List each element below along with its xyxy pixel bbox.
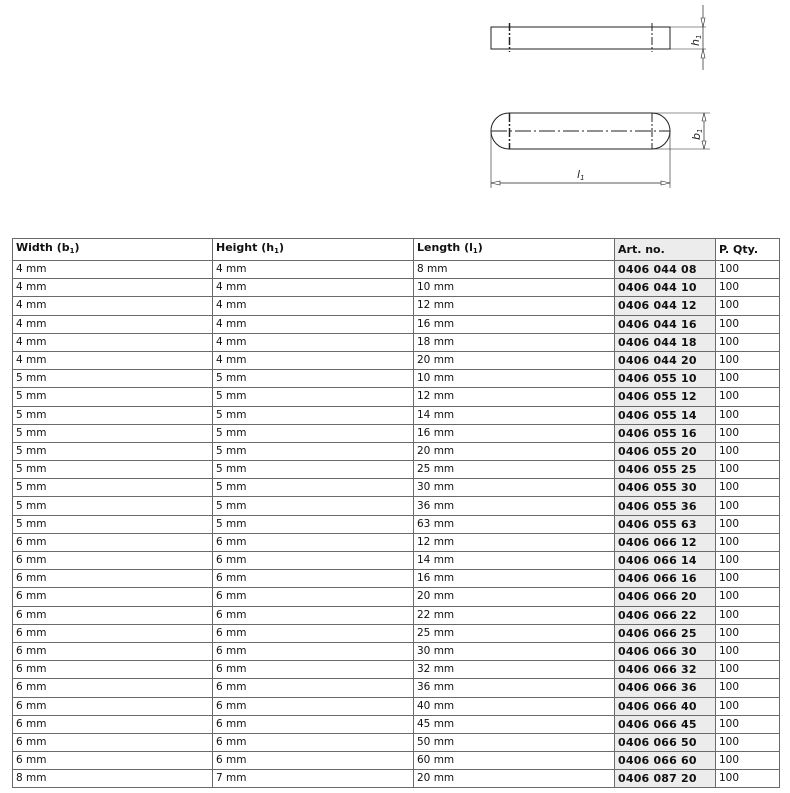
- cell-width: 4 mm: [13, 333, 213, 351]
- cell-width: 6 mm: [13, 733, 213, 751]
- cell-height: 6 mm: [213, 642, 414, 660]
- cell-length: 36 mm: [414, 679, 615, 697]
- cell-art-no: 0406 087 20: [615, 770, 716, 788]
- cell-height: 6 mm: [213, 715, 414, 733]
- table-row: [13, 715, 780, 733]
- cell-width: 6 mm: [13, 570, 213, 588]
- table-body: [13, 261, 780, 788]
- table-row: [13, 552, 780, 570]
- cell-art-no: 0406 044 12: [615, 297, 716, 315]
- cell-pack-qty: 100: [716, 697, 780, 715]
- cell-pack-qty: 100: [716, 752, 780, 770]
- table-row: [13, 733, 780, 751]
- cell-length: 25 mm: [414, 461, 615, 479]
- table-row: [13, 442, 780, 460]
- cell-art-no: 0406 055 36: [615, 497, 716, 515]
- cell-art-no: 0406 044 18: [615, 333, 716, 351]
- table-row: [13, 570, 780, 588]
- cell-height: 6 mm: [213, 661, 414, 679]
- table-row: [13, 388, 780, 406]
- cell-width: 4 mm: [13, 297, 213, 315]
- cell-height: 5 mm: [213, 406, 414, 424]
- cell-height: 6 mm: [213, 733, 414, 751]
- cell-art-no: 0406 066 40: [615, 697, 716, 715]
- table-row: [13, 315, 780, 333]
- product-spec-table: [12, 238, 780, 788]
- table-row: [13, 461, 780, 479]
- table-row: [13, 370, 780, 388]
- cell-art-no: 0406 044 08: [615, 261, 716, 279]
- table-header-row: [13, 239, 780, 261]
- header-width: [13, 239, 213, 261]
- table-row: [13, 661, 780, 679]
- header-art-no: [615, 239, 716, 261]
- cell-art-no: 0406 066 16: [615, 570, 716, 588]
- header-label: P. Qty.: [719, 243, 758, 256]
- header-subscript: 1: [274, 247, 279, 255]
- cell-width: 6 mm: [13, 661, 213, 679]
- cell-length: 45 mm: [414, 715, 615, 733]
- cell-pack-qty: 100: [716, 424, 780, 442]
- cell-length: 10 mm: [414, 279, 615, 297]
- header-label: Width (b: [16, 241, 70, 254]
- cell-height: 4 mm: [213, 261, 414, 279]
- cell-art-no: 0406 066 50: [615, 733, 716, 751]
- cell-height: 5 mm: [213, 515, 414, 533]
- side-view-outline: [491, 27, 670, 49]
- table-row: [13, 333, 780, 351]
- cell-length: 12 mm: [414, 388, 615, 406]
- header-label: Height (h: [216, 241, 275, 254]
- cell-length: 18 mm: [414, 333, 615, 351]
- cell-width: 5 mm: [13, 515, 213, 533]
- cell-art-no: 0406 066 32: [615, 661, 716, 679]
- label-b1: b1: [690, 128, 704, 140]
- cell-height: 6 mm: [213, 679, 414, 697]
- cell-height: 5 mm: [213, 461, 414, 479]
- cell-height: 5 mm: [213, 424, 414, 442]
- cell-length: 16 mm: [414, 315, 615, 333]
- cell-pack-qty: 100: [716, 461, 780, 479]
- cell-height: 4 mm: [213, 297, 414, 315]
- table-row: [13, 588, 780, 606]
- cell-width: 5 mm: [13, 406, 213, 424]
- cell-length: 12 mm: [414, 533, 615, 551]
- header-close-paren: ): [278, 241, 284, 254]
- cell-height: 5 mm: [213, 479, 414, 497]
- cell-art-no: 0406 066 36: [615, 679, 716, 697]
- header-label: Length (l: [417, 241, 473, 254]
- cell-pack-qty: 100: [716, 279, 780, 297]
- table-row: [13, 697, 780, 715]
- cell-length: 14 mm: [414, 552, 615, 570]
- cell-length: 36 mm: [414, 497, 615, 515]
- cell-height: 6 mm: [213, 588, 414, 606]
- cell-length: 8 mm: [414, 261, 615, 279]
- header-subscript: 1: [69, 247, 75, 255]
- cell-pack-qty: 100: [716, 533, 780, 551]
- cell-length: 32 mm: [414, 661, 615, 679]
- cell-width: 6 mm: [13, 606, 213, 624]
- arrow-height-bottom: [701, 49, 705, 58]
- cell-art-no: 0406 066 20: [615, 588, 716, 606]
- cell-width: 4 mm: [13, 279, 213, 297]
- header-length: [414, 239, 615, 261]
- cell-art-no: 0406 055 63: [615, 515, 716, 533]
- cell-length: 25 mm: [414, 624, 615, 642]
- cell-length: 16 mm: [414, 570, 615, 588]
- cell-length: 16 mm: [414, 424, 615, 442]
- cell-width: 6 mm: [13, 715, 213, 733]
- cell-height: 7 mm: [213, 770, 414, 788]
- cell-art-no: 0406 066 30: [615, 642, 716, 660]
- table-row: [13, 770, 780, 788]
- cell-width: 5 mm: [13, 479, 213, 497]
- table-row: [13, 679, 780, 697]
- cell-pack-qty: 100: [716, 388, 780, 406]
- cell-pack-qty: 100: [716, 624, 780, 642]
- cell-length: 63 mm: [414, 515, 615, 533]
- cell-pack-qty: 100: [716, 715, 780, 733]
- table-row: [13, 624, 780, 642]
- cell-height: 4 mm: [213, 351, 414, 369]
- arrow-width-bottom: [702, 141, 706, 149]
- cell-art-no: 0406 055 12: [615, 388, 716, 406]
- cell-art-no: 0406 055 16: [615, 424, 716, 442]
- cell-width: 4 mm: [13, 261, 213, 279]
- cell-art-no: 0406 066 12: [615, 533, 716, 551]
- arrow-height-top: [701, 18, 705, 27]
- cell-length: 10 mm: [414, 370, 615, 388]
- cell-height: 4 mm: [213, 315, 414, 333]
- table-row: [13, 533, 780, 551]
- cell-width: 5 mm: [13, 370, 213, 388]
- table-row: [13, 479, 780, 497]
- cell-pack-qty: 100: [716, 351, 780, 369]
- cell-pack-qty: 100: [716, 315, 780, 333]
- header-height: [213, 239, 414, 261]
- cell-pack-qty: 100: [716, 297, 780, 315]
- table-row: [13, 279, 780, 297]
- cell-height: 4 mm: [213, 279, 414, 297]
- arrow-width-top: [702, 113, 706, 121]
- header-label: Art. no.: [618, 243, 665, 256]
- table-row: [13, 406, 780, 424]
- cell-pack-qty: 100: [716, 333, 780, 351]
- cell-width: 6 mm: [13, 752, 213, 770]
- cell-width: 5 mm: [13, 388, 213, 406]
- table-row: [13, 606, 780, 624]
- cell-art-no: 0406 055 14: [615, 406, 716, 424]
- table-row: [13, 261, 780, 279]
- table-row: [13, 497, 780, 515]
- table-row: [13, 297, 780, 315]
- cell-art-no: 0406 044 10: [615, 279, 716, 297]
- cell-pack-qty: 100: [716, 370, 780, 388]
- table-row: [13, 642, 780, 660]
- cell-length: 40 mm: [414, 697, 615, 715]
- cell-height: 6 mm: [213, 570, 414, 588]
- cell-art-no: 0406 066 25: [615, 624, 716, 642]
- cell-length: 20 mm: [414, 442, 615, 460]
- cell-width: 6 mm: [13, 533, 213, 551]
- cell-width: 5 mm: [13, 424, 213, 442]
- cell-width: 4 mm: [13, 351, 213, 369]
- table-row: [13, 515, 780, 533]
- cell-length: 30 mm: [414, 479, 615, 497]
- cell-pack-qty: 100: [716, 406, 780, 424]
- cell-width: 6 mm: [13, 642, 213, 660]
- cell-width: 5 mm: [13, 497, 213, 515]
- cell-width: 5 mm: [13, 461, 213, 479]
- cell-width: 6 mm: [13, 588, 213, 606]
- cell-pack-qty: 100: [716, 733, 780, 751]
- label-l1: l1: [577, 168, 585, 182]
- cell-width: 6 mm: [13, 679, 213, 697]
- cell-length: 20 mm: [414, 351, 615, 369]
- cell-pack-qty: 100: [716, 570, 780, 588]
- cell-height: 5 mm: [213, 370, 414, 388]
- cell-length: 30 mm: [414, 642, 615, 660]
- table-row: [13, 424, 780, 442]
- cell-width: 6 mm: [13, 697, 213, 715]
- cell-width: 8 mm: [13, 770, 213, 788]
- cell-length: 50 mm: [414, 733, 615, 751]
- cell-pack-qty: 100: [716, 515, 780, 533]
- cell-pack-qty: 100: [716, 606, 780, 624]
- cell-pack-qty: 100: [716, 770, 780, 788]
- cell-height: 6 mm: [213, 697, 414, 715]
- cell-height: 6 mm: [213, 606, 414, 624]
- cell-height: 6 mm: [213, 552, 414, 570]
- cell-length: 20 mm: [414, 770, 615, 788]
- cell-height: 6 mm: [213, 533, 414, 551]
- cell-length: 20 mm: [414, 588, 615, 606]
- cell-height: 5 mm: [213, 442, 414, 460]
- cell-pack-qty: 100: [716, 261, 780, 279]
- cell-art-no: 0406 066 60: [615, 752, 716, 770]
- cell-art-no: 0406 055 30: [615, 479, 716, 497]
- cell-art-no: 0406 055 10: [615, 370, 716, 388]
- cell-art-no: 0406 066 22: [615, 606, 716, 624]
- cell-art-no: 0406 044 20: [615, 351, 716, 369]
- cell-pack-qty: 100: [716, 552, 780, 570]
- cell-height: 5 mm: [213, 497, 414, 515]
- cell-width: 5 mm: [13, 442, 213, 460]
- cell-pack-qty: 100: [716, 497, 780, 515]
- table-row: [13, 351, 780, 369]
- cell-pack-qty: 100: [716, 442, 780, 460]
- cell-length: 22 mm: [414, 606, 615, 624]
- cell-art-no: 0406 066 14: [615, 552, 716, 570]
- cell-length: 12 mm: [414, 297, 615, 315]
- cell-art-no: 0406 055 20: [615, 442, 716, 460]
- label-h1: h1: [689, 34, 703, 46]
- cell-height: 5 mm: [213, 388, 414, 406]
- cell-height: 4 mm: [213, 333, 414, 351]
- arrow-length-left: [491, 181, 500, 185]
- cell-width: 4 mm: [13, 315, 213, 333]
- cell-pack-qty: 100: [716, 588, 780, 606]
- header-close-paren: ): [477, 241, 483, 254]
- cell-art-no: 0406 066 45: [615, 715, 716, 733]
- cell-pack-qty: 100: [716, 661, 780, 679]
- table-row: [13, 752, 780, 770]
- cell-length: 60 mm: [414, 752, 615, 770]
- cell-width: 6 mm: [13, 624, 213, 642]
- header-pack-qty: [716, 239, 780, 261]
- header-close-paren: ): [74, 241, 80, 254]
- arrow-length-right: [661, 181, 670, 185]
- cell-length: 14 mm: [414, 406, 615, 424]
- cell-height: 6 mm: [213, 752, 414, 770]
- cell-art-no: 0406 044 16: [615, 315, 716, 333]
- cell-pack-qty: 100: [716, 479, 780, 497]
- cell-pack-qty: 100: [716, 642, 780, 660]
- cell-art-no: 0406 055 25: [615, 461, 716, 479]
- cell-width: 6 mm: [13, 552, 213, 570]
- header-subscript: 1: [472, 247, 478, 255]
- cell-height: 6 mm: [213, 624, 414, 642]
- cell-pack-qty: 100: [716, 679, 780, 697]
- parallel-key-drawing: [480, 0, 720, 200]
